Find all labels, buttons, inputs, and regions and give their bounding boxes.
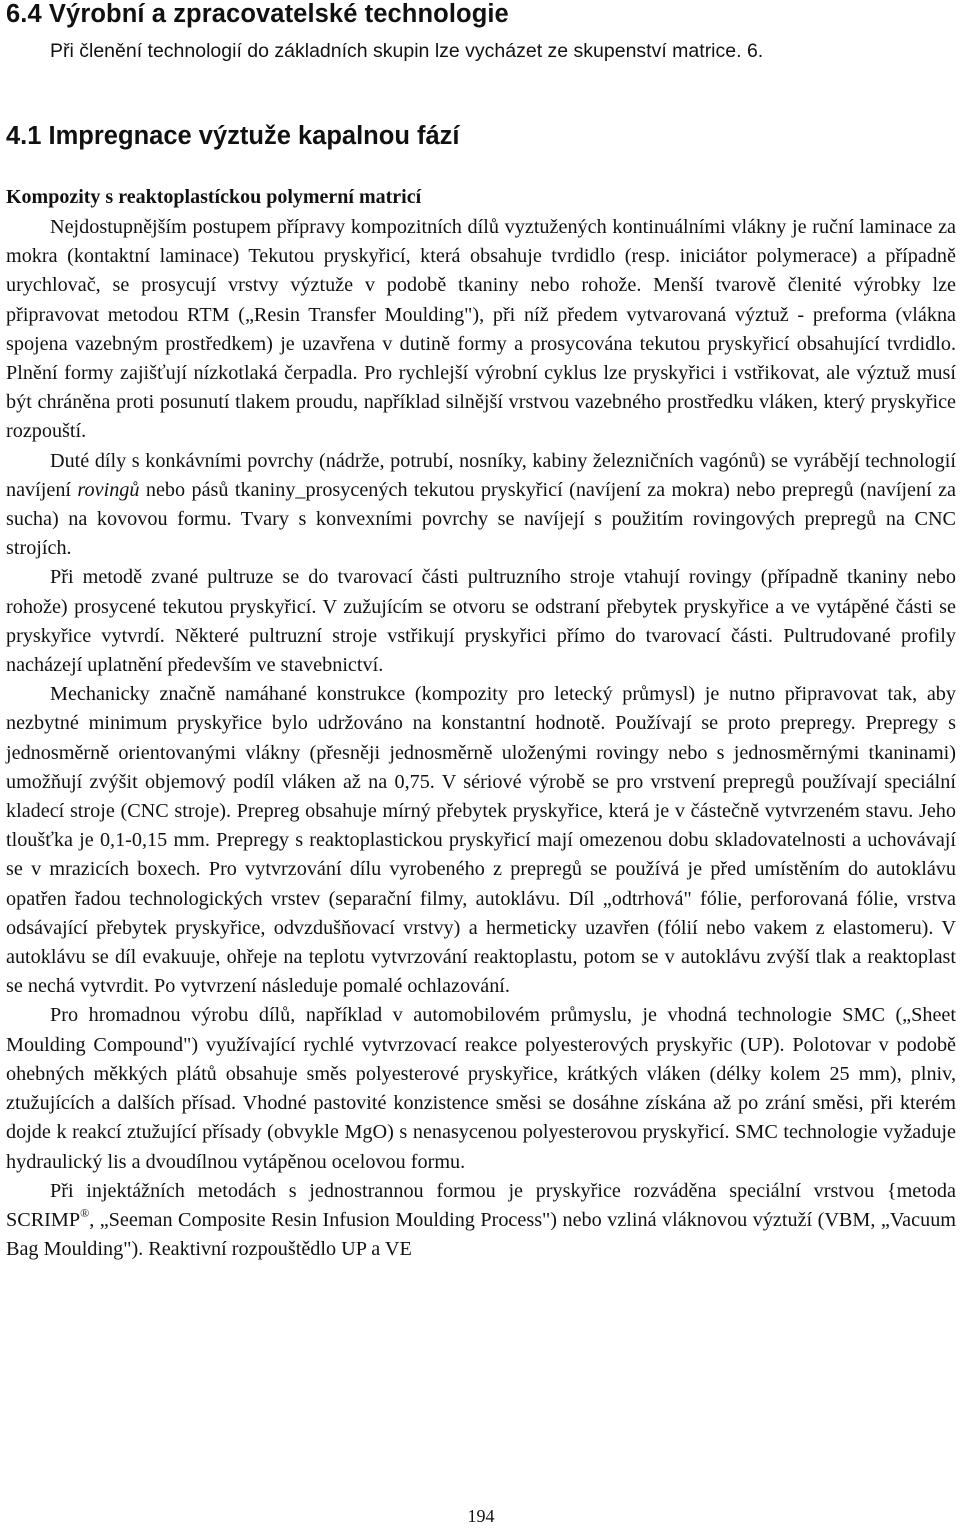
subheading: Kompozity s reaktoplastíckou polymerní matricí	[6, 186, 422, 208]
paragraph: Při metodě zvané pultruze se do tvarovací části pultruzního stroje vtahují rovingy (případně tkaniny nebo rohože) prosycené tekutou pryskyřicí. V zužujícím se otvoru se odstraní přebytek pryskyřice a ve vytápěné části se pryskyřice vytvrdí. Některé pultruzní stroje vstřikují pryskyřici přímo do tvarovací části. Pultrudované profily nacházejí uplatnění především ve stavebnictví.	[6, 566, 956, 677]
subsection-heading	[6, 122, 460, 151]
paragraph	[6, 447, 956, 564]
text-run: Duté díly s konkávními povrchy (nádrže, potrubí, nosníky, kabiny železničních vagónů) se vyrábějí technologií navíjení	[6, 449, 956, 501]
paragraph: Pro hromadnou výrobu dílů, například v automobilovém průmyslu, je vhodná technologie SMC („Sheet Moulding Compound") využívající rychlé vytvrzovací reakce polyesterových pryskyřic (UP). Polotovar v podobě ohebných měkkých plátů obsahuje směs polyesterové pryskyřice, krátkých vláken (délky kolem 25 mm), plniv, ztužujících a dalších přísad. Vhodné pastovité konzistence směsi se dosáhne získána až po zrání směsi, při kterém dojde k reakcí ztužující přísady (obvykle MgO) s nenasycenou polyesterovou pryskyřicí. SMC technologie vyžaduje hydraulický lis a dvoudílnou vytápěnou ocelovou formu.	[6, 1004, 956, 1173]
subsection-number: 4.1	[6, 122, 42, 150]
text-run: , „Seeman Composite Resin Infusion Moulding Process") nebo vzliná vláknovou výztuží (VBM, „Vacuum Bag Moulding"). Reaktivní rozpouštědlo UP a VE	[6, 1208, 956, 1261]
paragraph: Mechanicky značně namáhané konstrukce (kompozity pro letecký průmysl) je nutno připravovat tak, aby nezbytné minimum pryskyřice bylo udržováno na konstantní hodnotě. Používají se proto prepregy. Prepregy s jednosměrně orientovanými vlákny (přesněji jednosměrně uloženými rovingy nebo s jednosměrnými tkaninami) umožňují zvýšit objemový podíl vláken až na 0,75. V sériové výrobě se pro vrstvení prepregů používají speciální kladecí stroje (CNC stroje). Prepreg obsahuje mírný přebytek pryskyřice, která je v částečně vytvrzeném stavu. Jeho tloušťka je 0,1-0,15 mm. Prepregy s reaktoplastickou pryskyřicí mají omezenou dobu skladovatelnosti a uchovávají se v mrazicích boxech. Pro vytvrzování dílu vyrobeného z prepregů se používá je před umístěním do autoklávu opatřen řadou technologických vrstev (separační filmy, autoklávu. Díl „odtrhová" fólie, perforovaná fólie, vrstva odsávající přebytek pryskyřice, odvzdušňovací vrstvy) a hermeticky uzavřen (fólií nebo vakem z elastomeru). V autoklávu se díl evakuuje, ohřeje na teplotu vytvrzování reaktoplastu, potom se v autoklávu zvýší tlak a reaktoplast se nechá vytvrdit. Po vytvrzení následuje pomalé ochlazování.	[6, 683, 956, 998]
section-heading: 6.4 Výrobní a zpracovatelské technologie	[6, 0, 509, 28]
subsection-title: Impregnace výztuže kapalnou fází	[48, 122, 460, 150]
text-run: nebo pásů tkaniny_prosycených tekutou pryskyřicí (navíjení za mokra) nebo prepregů (navíjení za sucha) na kovovou formu. Tvary s konvexními povrchy se navíjejí s použitím rovingových prepregů na CNC strojích.	[6, 478, 956, 560]
body-text	[6, 213, 956, 1264]
paragraph: Nejdostupnějším postupem přípravy kompozitních dílů vyztužených kontinuálními vlákny je ruční laminace za mokra (kontaktní laminace) Tekutou pryskyřicí, která obsahuje tvrdidlo (resp. iniciátor polymerace) a případně urychlovač, se prosycují vrstvy výztuže v podobě tkaniny nebo rohože. Menší tvarově členité výrobky lze připravovat metodou RTM („Resin Transfer Moulding"), při níž předem vytvarovaná výztuž - preforma (vlákna spojena vazebným prostředkem) je uzavřena v dutině formy a prosycována tekutou pryskyřicí obsahující tvrdidlo. Plnění formy zajišťují nízkotlaká čerpadla. Pro rychlejší výrobní cyklus lze pryskyřici i vstřikovat, ale výztuž musí být chráněna proti posunutí tlakem proudu, například silnější vrstvou vazebného prostředku vláken, který pryskyřice rozpouští.	[6, 216, 956, 443]
lead-sentence: Při členění technologií do základních skupin lze vycházet ze skupenství matrice. 6.	[50, 40, 764, 62]
registered-mark: ®	[80, 1205, 90, 1220]
page-number: 194	[467, 1506, 495, 1526]
paragraph	[6, 1177, 956, 1265]
emphasis-rovingu: rovingů	[77, 478, 140, 501]
text-run: Při injektážních metodách s jednostrannou formou je pryskyřice rozváděna speciální vrstvou {metoda SCRIMP	[6, 1179, 956, 1231]
